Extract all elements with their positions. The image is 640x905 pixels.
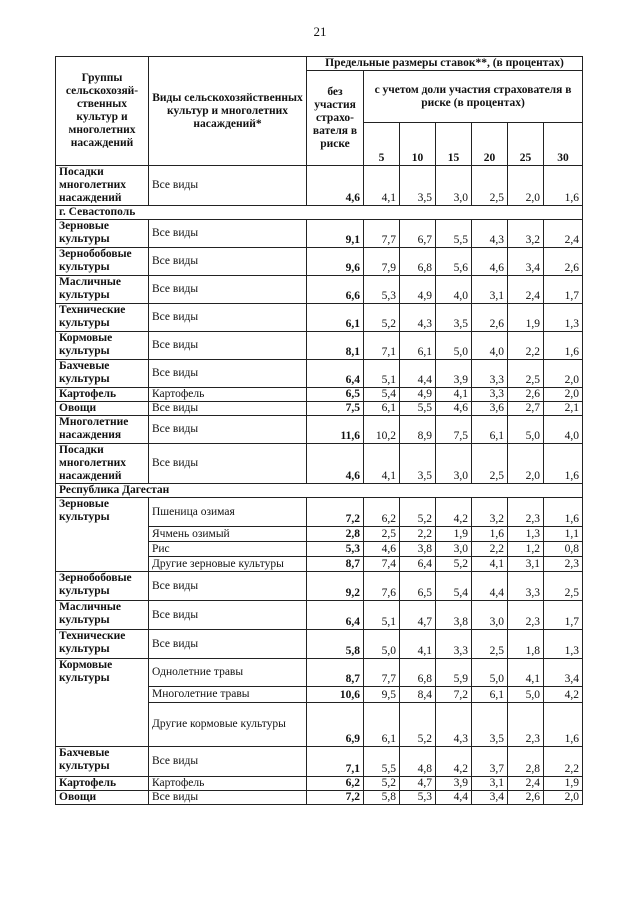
rate-without-share-cell: 9,2 [307,572,364,601]
rate-share-cell: 1,6 [544,332,583,360]
rate-share-cell: 3,0 [436,166,472,206]
rates-table [55,56,583,805]
table-row [56,498,583,527]
kind-cell: Все виды [149,747,307,777]
rate-without-share-cell: 11,6 [307,416,364,444]
rate-without-share-cell: 6,6 [307,276,364,304]
rate-share-cell: 3,3 [472,388,508,402]
rate-without-share-cell: 8,7 [307,659,364,687]
rate-share-cell: 2,2 [544,747,583,777]
table-body [56,166,583,805]
rate-share-cell: 5,4 [364,388,400,402]
group-cell: Посадки многолетних насаждений [56,444,149,484]
rate-share-cell: 3,0 [472,601,508,630]
rate-share-cell: 4,2 [436,498,472,527]
rate-share-cell: 2,5 [472,166,508,206]
rate-share-cell: 4,1 [436,388,472,402]
rate-share-cell: 1,6 [472,527,508,542]
rate-share-cell: 3,6 [472,402,508,416]
rate-without-share-cell: 9,1 [307,220,364,248]
rate-share-cell: 5,3 [400,791,436,805]
kind-cell: Все виды [149,444,307,484]
rate-without-share-cell: 7,2 [307,498,364,527]
rate-share-cell: 4,9 [400,276,436,304]
rate-share-cell: 3,4 [472,791,508,805]
rate-share-cell: 4,0 [544,416,583,444]
rate-without-share-cell: 6,5 [307,388,364,402]
rate-share-cell: 4,7 [400,601,436,630]
rate-share-cell: 8,4 [400,687,436,703]
kind-cell: Другие кормовые культуры [149,703,307,747]
header-with-share: с учетом доли участия страхователя в риске (в процентах) [364,71,583,123]
group-cell: Зерновые культуры [56,498,149,572]
rate-share-cell: 7,7 [364,220,400,248]
kind-cell: Однолетние травы [149,659,307,687]
table-row [56,444,583,484]
rate-share-cell: 7,4 [364,557,400,572]
rate-share-cell: 2,6 [508,791,544,805]
rate-share-cell: 3,0 [436,542,472,557]
rate-share-cell: 3,4 [544,659,583,687]
section-title: Республика Дагестан [56,484,583,498]
rate-share-cell: 2,2 [508,332,544,360]
rate-share-cell: 3,8 [400,542,436,557]
kind-cell: Все виды [149,220,307,248]
rate-without-share-cell: 6,1 [307,304,364,332]
rate-share-cell: 2,1 [544,402,583,416]
kind-cell: Ячмень озимый [149,527,307,542]
page-number: 21 [313,24,327,39]
rate-share-cell: 5,0 [472,659,508,687]
rate-share-cell: 3,5 [400,444,436,484]
kind-cell: Пшеница озимая [149,498,307,527]
group-cell: Овощи [56,402,149,416]
rate-share-cell: 7,9 [364,248,400,276]
table-row [56,304,583,332]
rate-without-share-cell: 4,6 [307,166,364,206]
rate-share-cell: 2,0 [508,444,544,484]
rate-share-cell: 6,1 [364,402,400,416]
rate-without-share-cell: 6,4 [307,360,364,388]
kind-cell: Все виды [149,332,307,360]
group-cell: Зернобобовые культуры [56,572,149,601]
rate-share-cell: 4,1 [508,659,544,687]
rate-share-cell: 5,8 [364,791,400,805]
rate-share-cell: 6,1 [400,332,436,360]
rate-share-cell: 6,1 [472,687,508,703]
section-title: г. Севастополь [56,206,583,220]
rate-share-cell: 5,0 [508,416,544,444]
rate-share-cell: 4,6 [364,542,400,557]
rate-share-cell: 6,7 [400,220,436,248]
rate-share-cell: 3,3 [436,630,472,659]
rate-share-cell: 4,3 [472,220,508,248]
table-row [56,332,583,360]
kind-cell: Картофель [149,777,307,791]
rate-share-cell: 5,3 [364,276,400,304]
rate-share-cell: 4,1 [364,166,400,206]
rate-without-share-cell: 5,8 [307,630,364,659]
rate-share-cell: 7,2 [436,687,472,703]
rate-share-cell: 7,6 [364,572,400,601]
rate-share-cell: 3,8 [436,601,472,630]
rate-share-cell: 5,1 [364,601,400,630]
group-cell: Технические культуры [56,630,149,659]
rate-share-cell: 2,0 [544,360,583,388]
rate-share-cell: 1,2 [508,542,544,557]
rate-share-cell: 2,3 [508,601,544,630]
rate-share-cell: 2,0 [508,166,544,206]
rate-share-cell: 2,2 [400,527,436,542]
table-row [56,572,583,601]
rate-share-cell: 3,3 [472,360,508,388]
rate-share-cell: 3,9 [436,360,472,388]
rate-share-cell: 3,7 [472,747,508,777]
group-cell: Бахчевые культуры [56,747,149,777]
rate-share-cell: 1,1 [544,527,583,542]
group-cell: Масличные культуры [56,601,149,630]
rate-share-cell: 4,4 [400,360,436,388]
rate-share-cell: 5,4 [436,572,472,601]
rate-share-cell: 4,3 [400,304,436,332]
group-cell: Многолетние насаждения [56,416,149,444]
rate-share-cell: 4,7 [400,777,436,791]
header-share-30: 30 [544,123,583,166]
rate-share-cell: 5,5 [436,220,472,248]
rate-share-cell: 3,1 [508,557,544,572]
rate-share-cell: 1,6 [544,498,583,527]
table-row [56,276,583,304]
rate-share-cell: 2,5 [472,444,508,484]
rate-without-share-cell: 4,6 [307,444,364,484]
table-row [56,630,583,659]
rate-share-cell: 3,1 [472,276,508,304]
table-row [56,791,583,805]
kind-cell: Рис [149,542,307,557]
rate-share-cell: 6,8 [400,248,436,276]
rate-without-share-cell: 7,2 [307,791,364,805]
rate-share-cell: 6,1 [364,703,400,747]
kind-cell: Все виды [149,304,307,332]
rate-share-cell: 7,1 [364,332,400,360]
table-row [56,659,583,687]
rate-share-cell: 1,3 [544,304,583,332]
rate-share-cell: 2,8 [508,747,544,777]
rate-share-cell: 5,5 [364,747,400,777]
rate-share-cell: 6,1 [472,416,508,444]
header-group-column: Группы сельскохозяй-ственных культур и многолетних насаждений [56,57,149,166]
rate-share-cell: 5,2 [364,777,400,791]
header-kind-column: Виды сельскохозяйственных культур и многолетних насаждений* [149,57,307,166]
rate-without-share-cell: 5,3 [307,542,364,557]
table-row [56,601,583,630]
rate-share-cell: 2,3 [544,557,583,572]
rate-share-cell: 6,4 [400,557,436,572]
rate-share-cell: 4,0 [436,276,472,304]
rate-share-cell: 9,5 [364,687,400,703]
rate-share-cell: 5,0 [508,687,544,703]
kind-cell: Все виды [149,572,307,601]
rate-share-cell: 6,8 [400,659,436,687]
header-limits: Предельные размеры ставок**, (в процентах) [307,57,583,71]
kind-cell: Картофель [149,388,307,402]
rate-share-cell: 2,4 [508,777,544,791]
rate-share-cell: 7,5 [436,416,472,444]
table-row [56,360,583,388]
kind-cell: Все виды [149,248,307,276]
rate-without-share-cell: 6,9 [307,703,364,747]
rate-share-cell: 3,9 [436,777,472,791]
table-row [56,777,583,791]
table-row [56,747,583,777]
rate-share-cell: 4,9 [400,388,436,402]
group-cell: Картофель [56,388,149,402]
group-cell: Зернобобовые культуры [56,248,149,276]
rate-share-cell: 3,4 [508,248,544,276]
kind-cell: Все виды [149,601,307,630]
rate-share-cell: 4,6 [472,248,508,276]
rate-share-cell: 4,6 [436,402,472,416]
rate-share-cell: 4,1 [472,557,508,572]
table-row [56,388,583,402]
rate-without-share-cell: 9,6 [307,248,364,276]
rate-without-share-cell: 2,8 [307,527,364,542]
rate-share-cell: 1,3 [508,527,544,542]
rate-share-cell: 4,1 [364,444,400,484]
rate-share-cell: 4,2 [544,687,583,703]
rate-share-cell: 5,0 [364,630,400,659]
kind-cell: Все виды [149,402,307,416]
rate-share-cell: 2,7 [508,402,544,416]
group-cell: Технические культуры [56,304,149,332]
rate-share-cell: 10,2 [364,416,400,444]
rate-without-share-cell: 6,2 [307,777,364,791]
rate-without-share-cell: 8,1 [307,332,364,360]
rate-share-cell: 4,8 [400,747,436,777]
rate-share-cell: 2,5 [472,630,508,659]
rate-share-cell: 4,0 [472,332,508,360]
rate-share-cell: 2,5 [508,360,544,388]
rate-share-cell: 5,6 [436,248,472,276]
rate-share-cell: 4,3 [436,703,472,747]
rate-share-cell: 1,9 [544,777,583,791]
rate-share-cell: 3,2 [508,220,544,248]
group-cell: Кормовые культуры [56,659,149,747]
group-cell: Овощи [56,791,149,805]
rate-share-cell: 3,3 [508,572,544,601]
group-cell: Бахчевые культуры [56,360,149,388]
rate-share-cell: 3,5 [436,304,472,332]
table-row [56,402,583,416]
kind-cell: Все виды [149,630,307,659]
rate-share-cell: 2,3 [508,703,544,747]
rate-share-cell: 1,7 [544,601,583,630]
table-row [56,416,583,444]
rate-share-cell: 2,5 [364,527,400,542]
header-without-share: без участия страхо-вателя в риске [307,71,364,166]
rate-share-cell: 1,7 [544,276,583,304]
kind-cell: Все виды [149,360,307,388]
rate-share-cell: 2,3 [508,498,544,527]
header-share-20: 20 [472,123,508,166]
rate-share-cell: 5,1 [364,360,400,388]
rate-share-cell: 1,6 [544,166,583,206]
kind-cell: Все виды [149,166,307,206]
rate-without-share-cell: 8,7 [307,557,364,572]
kind-cell: Все виды [149,791,307,805]
rate-share-cell: 5,0 [436,332,472,360]
header-share-25: 25 [508,123,544,166]
group-cell: Кормовые культуры [56,332,149,360]
rate-share-cell: 0,8 [544,542,583,557]
table-row [56,220,583,248]
rate-without-share-cell: 7,1 [307,747,364,777]
rate-share-cell: 6,2 [364,498,400,527]
header-share-15: 15 [436,123,472,166]
rate-share-cell: 4,4 [472,572,508,601]
rate-share-cell: 2,2 [472,542,508,557]
rate-share-cell: 2,0 [544,791,583,805]
rate-share-cell: 6,5 [400,572,436,601]
kind-cell: Все виды [149,416,307,444]
rate-share-cell: 2,0 [544,388,583,402]
kind-cell: Другие зерновые культуры [149,557,307,572]
rate-share-cell: 3,2 [472,498,508,527]
rate-share-cell: 2,6 [472,304,508,332]
table-row [56,248,583,276]
group-cell: Картофель [56,777,149,791]
rate-share-cell: 3,5 [472,703,508,747]
rate-share-cell: 5,2 [400,498,436,527]
rate-share-cell: 2,5 [544,572,583,601]
header-share-5: 5 [364,123,400,166]
section-row [56,484,583,498]
rate-share-cell: 7,7 [364,659,400,687]
rate-share-cell: 5,2 [400,703,436,747]
rate-share-cell: 4,1 [400,630,436,659]
kind-cell: Все виды [149,276,307,304]
rate-share-cell: 8,9 [400,416,436,444]
rate-share-cell: 3,0 [436,444,472,484]
rate-share-cell: 1,3 [544,630,583,659]
rate-share-cell: 1,9 [508,304,544,332]
rate-share-cell: 2,4 [544,220,583,248]
rate-share-cell: 5,5 [400,402,436,416]
rate-share-cell: 5,9 [436,659,472,687]
rate-share-cell: 3,5 [400,166,436,206]
rate-share-cell: 2,4 [508,276,544,304]
section-row [56,206,583,220]
rate-share-cell: 1,6 [544,444,583,484]
group-cell: Масличные культуры [56,276,149,304]
rate-share-cell: 3,1 [472,777,508,791]
rate-share-cell: 1,6 [544,703,583,747]
rate-without-share-cell: 7,5 [307,402,364,416]
table-row [56,166,583,206]
group-cell: Посадки многолетних насаждений [56,166,149,206]
rate-share-cell: 1,8 [508,630,544,659]
rate-share-cell: 2,6 [508,388,544,402]
rate-share-cell: 1,9 [436,527,472,542]
rate-share-cell: 5,2 [364,304,400,332]
group-cell: Зерновые культуры [56,220,149,248]
rate-share-cell: 4,2 [436,747,472,777]
header-share-10: 10 [400,123,436,166]
rate-share-cell: 5,2 [436,557,472,572]
rate-share-cell: 4,4 [436,791,472,805]
kind-cell: Многолетние травы [149,687,307,703]
rate-share-cell: 2,6 [544,248,583,276]
rate-without-share-cell: 10,6 [307,687,364,703]
rate-without-share-cell: 6,4 [307,601,364,630]
